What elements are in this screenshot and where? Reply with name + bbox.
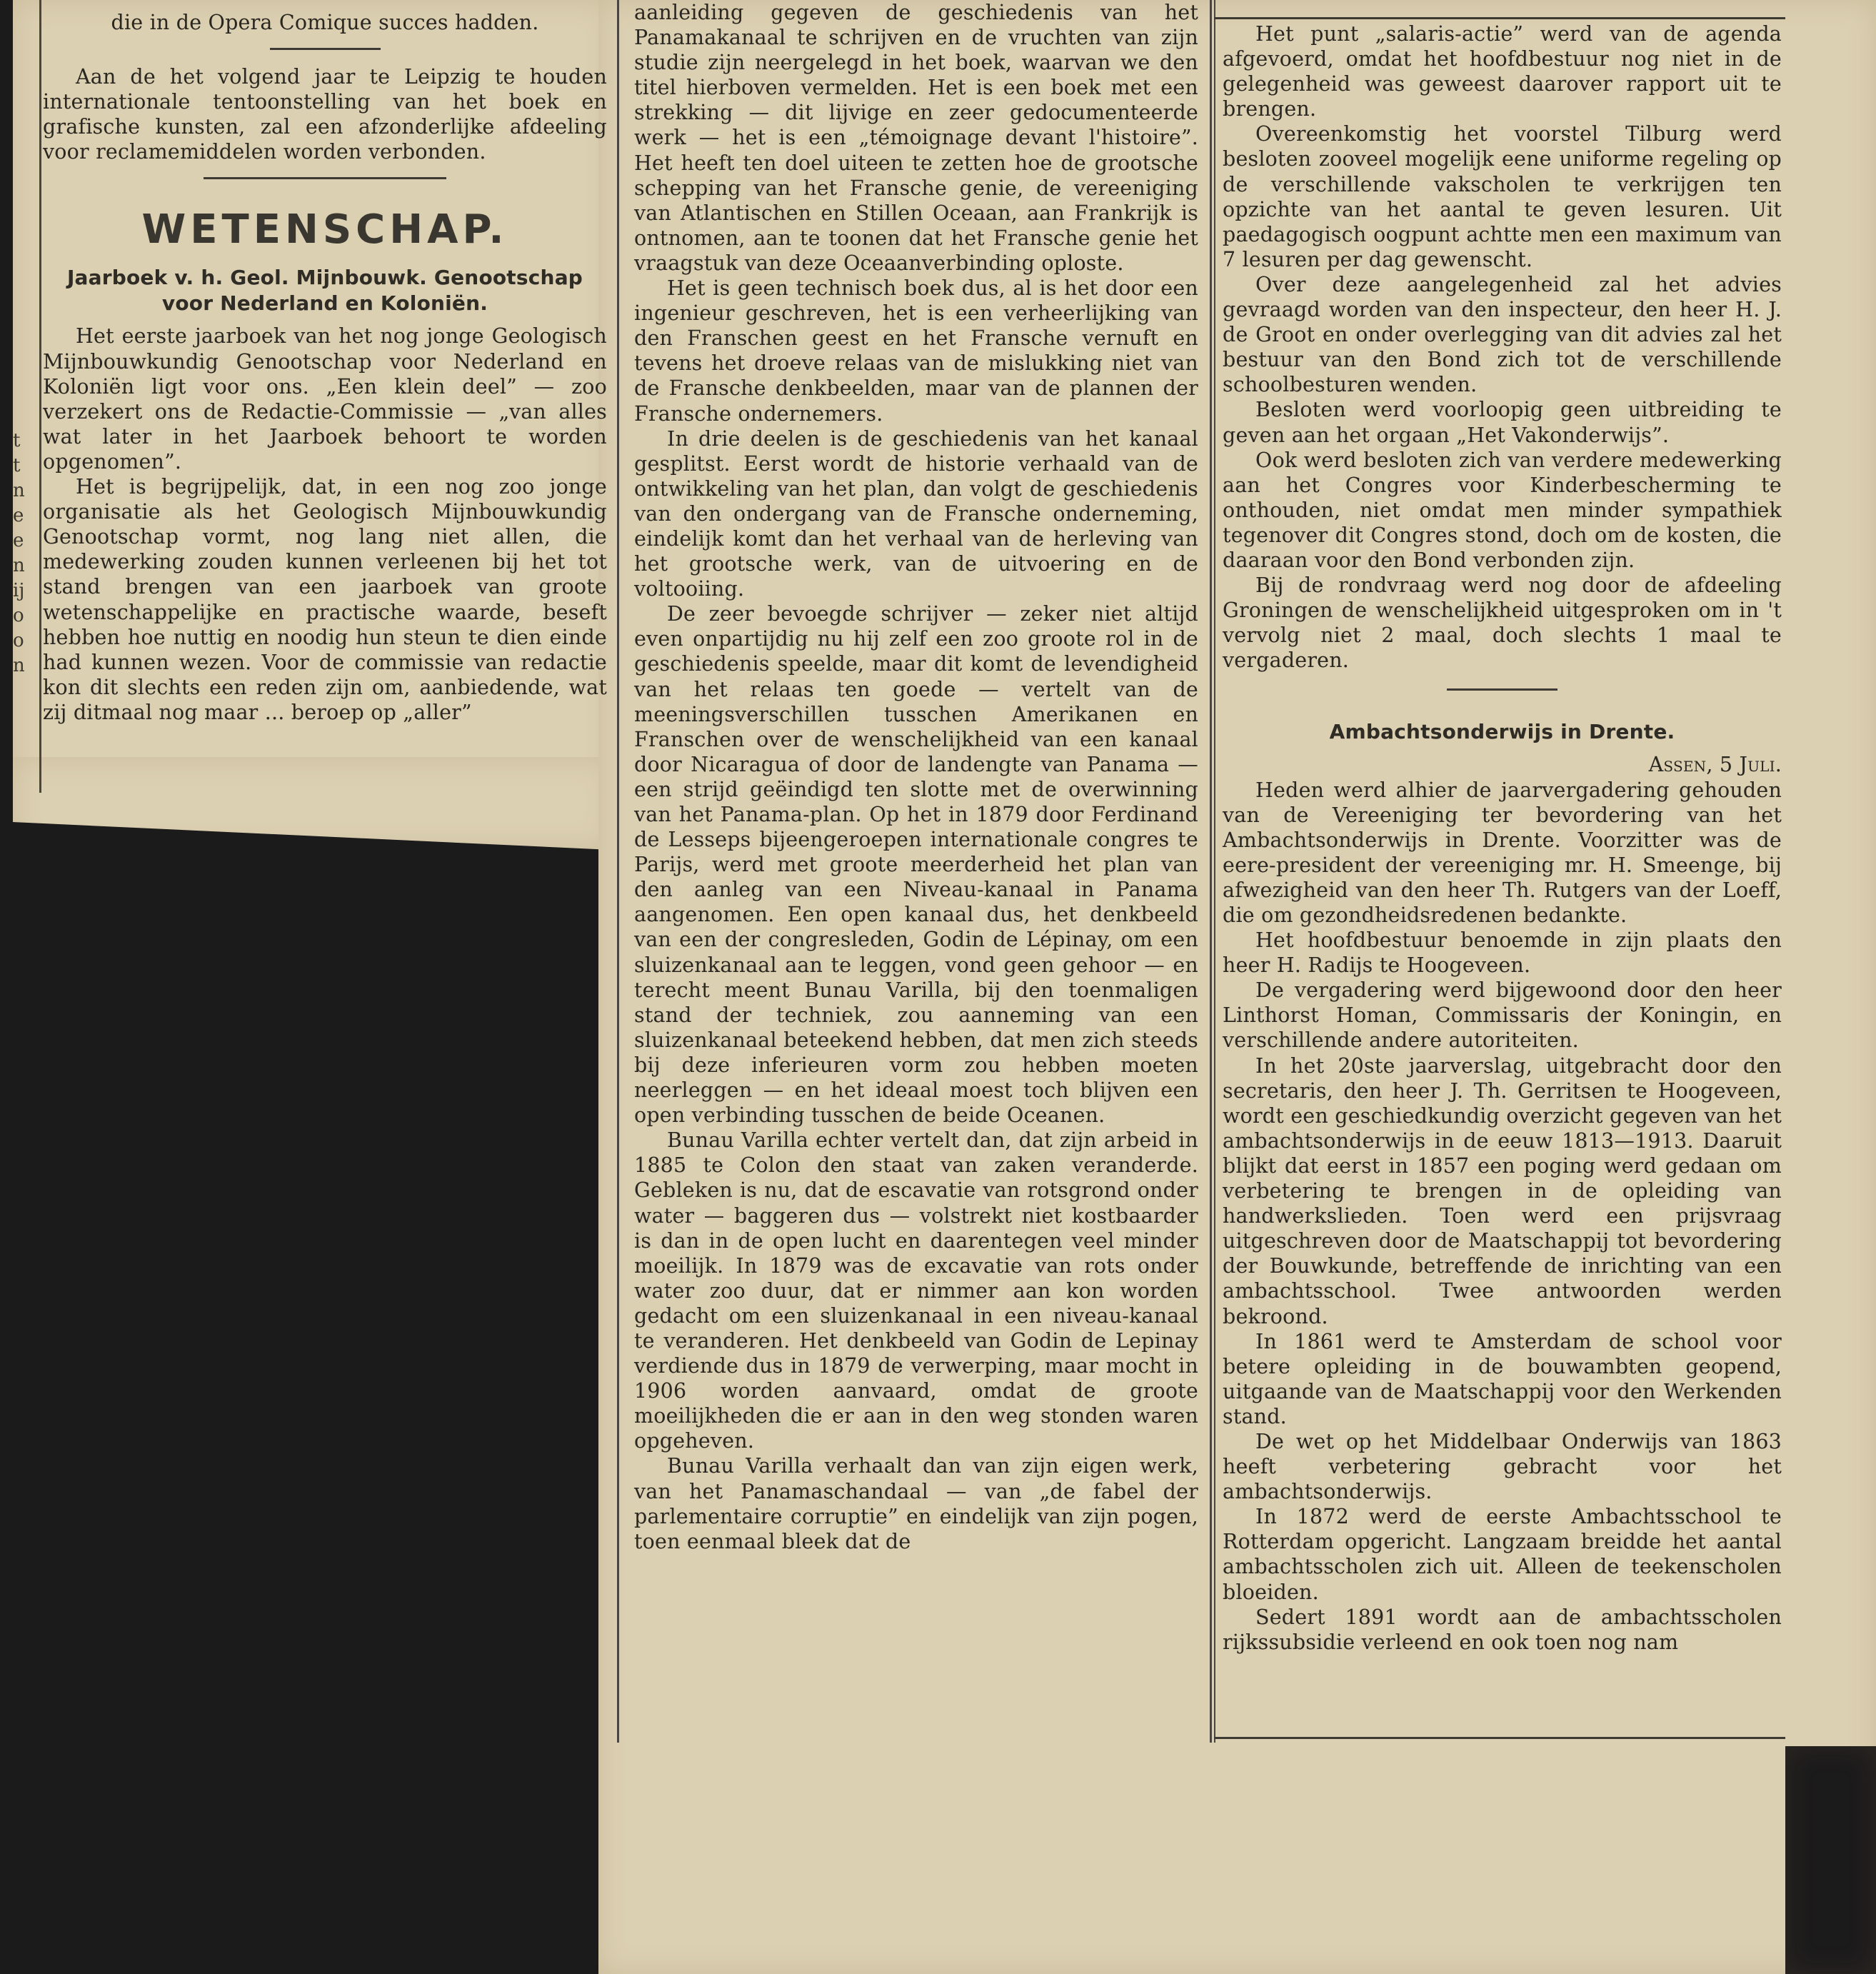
column-rule-3 <box>1210 0 1212 1743</box>
paragraph: Ook werd besloten zich van verdere medewerking aan het Congres voor Kinderbescherming te onthouden, niet omdat men minder sympathiek tegenover dit Congres stond, doch om de kosten, die daaraan voor den Bond verbonden zijn. <box>1223 448 1782 572</box>
bottom-border-rule <box>1214 1737 1785 1739</box>
paragraph: Bunau Varilla echter vertelt dan, dat zijn arbeid in 1885 te Colon den staat van zaken veranderde. Gebleken is nu, dat de escavatie van rotsgrond onder water — baggeren dus — volstrekt niet kostbaarder is dan in de open lucht en daarentegen veel minder moeilijk. In 1879 was de excavatie van rots onder water zoo duur, dat er nimmer aan kon worden gedacht om een sluizenkanaal in een niveau-kanaal te veranderen. Het denkbeeld van Godin de Lepinay verdiende dus in 1879 de verwerping, maar mocht in 1906 worden aanvaard, omdat de groote moeilijkheden die er aan in den weg stonden waren opgeheven. <box>634 1128 1198 1453</box>
paragraph: Bij de rondvraag werd nog door de afdeeling Groningen de wenschelijkheid uitgesproken om in 't vervolg niet 2 maal, doch slechts 1 maal te vergaderen. <box>1223 573 1782 673</box>
column-3 <box>1223 21 1782 1655</box>
paragraph: In 1861 werd te Amsterdam de school voor betere opleiding in de bouwambten geopend, uitgaande van de Maatschappij voor den Werkenden stand. <box>1223 1329 1782 1428</box>
article-heading: Jaarboek v. h. Geol. Mijnbouwk. Genootschap voor Nederland en Koloniën. <box>66 266 583 316</box>
column-1 <box>43 10 607 725</box>
paragraph: Het is begrijpelijk, dat, in een nog zoo jonge organisatie als het Geologisch Mijnbouwkundig Genootschap vormt, nog lang niet allen, die medewerking zouden kunnen verleenen bij het tot stand brengen van een jaarboek van groote wetenschappelijke en practische waarde, beseft hebben hoe nuttig en noodig hun steun te dien einde had kunnen wezen. Voor de commissie van redactie kon dit slechts een reden zijn om, aanbiedende, wat zij ditmaal nog maar ... beroep op „aller” <box>43 475 607 724</box>
left-margin-fragments: t t n e e n ij o o n <box>13 430 25 676</box>
section-title: WETENSCHAP. <box>141 206 508 254</box>
paragraph: Besloten werd voorloopig geen uitbreiding te geven aan het orgaan „Het Vakonderwijs”. <box>1223 398 1782 447</box>
paragraph: De wet op het Middelbaar Onderwijs van 1863 heeft verbetering gebracht voor het ambachtsonderwijs. <box>1223 1429 1782 1504</box>
divider <box>270 48 381 50</box>
paragraph: Sedert 1891 wordt aan de ambachtsscholen rijkssubsidie verleend en ook toen nog nam <box>1223 1605 1782 1654</box>
column-2 <box>634 0 1198 1554</box>
paragraph: Het eerste jaarboek van het nog jonge Geologisch Mijnbouwkundig Genootschap voor Nederland en Koloniën ligt voor ons. „Een klein deel” — zoo verzekert ons de Redactie-Commissie — „van alles wat later in het Jaarboek behoort te worden opgenomen”. <box>43 324 607 474</box>
paragraph: In het 20ste jaarverslag, uitgebracht door den secretaris, den heer J. Th. Gerritsen te Hoogeveen, wordt een geschiedkundig overzicht gegeven van het ambachtsonderwijs in de eeuw 1813—1913. Daaruit blijkt dat eerst in 1857 een poging werd gedaan om verbetering te brengen in de opleiding van handwerkslieden. Toen werd een prijsvraag uitgeschreven door de Maatschappij tot bevordering der Bouwkunde, betreffende de inrichting van een ambachtsschool. Twee antwoorden werden bekroond. <box>1223 1053 1782 1328</box>
column-rule-2 <box>617 0 619 1743</box>
paragraph: Het hoofdbestuur benoemde in zijn plaats den heer H. Radijs te Hoogeveen. <box>1223 928 1782 978</box>
paragraph: De vergadering werd bijgewoond door den heer Linthorst Homan, Commissaris der Koningin, en verschillende andere autoriteiten. <box>1223 978 1782 1053</box>
paragraph: In 1872 werd de eerste Ambachtsschool te Rotterdam opgericht. Langzaam breidde het aantal ambachtsscholen zich uit. Alleen de teekenscholen bloeiden. <box>1223 1505 1782 1604</box>
paragraph: De zeer bevoegde schrijver — zeker niet altijd even onpartijdig nu hij zelf een zoo groote rol in de geschiedenis speelde, maar dit komt de levendigheid van het relaas ten goede — vertelt van de meeningsverschillen tusschen Amerikanen en Franschen over de wenschelijkheid van een kanaal door Nicaragua of door de landengte van Panama — een strijd geëindigd ten slotte met de overwinning van het Panama-plan. Op het in 1879 door Ferdinand de Lesseps bijeengeroepen internationale congres te Parijs, werd met groote meerderheid het plan van den aanleg van een Niveau-kanaal in Panama aangenomen. Een open kanaal dus, het denkbeeld van een der congresleden, Godin de Lépinay, om een sluizenkanaal aan te leggen, vond geen gehoor — en terecht meent Bunau Varilla, bij den toenmaligen stand der techniek, zou aanneming van een sluizenkanaal beteekend hebben, dat men zich steeds bij deze inferieuren vorm zou hebben moeten neerleggen — en het ideaal moest toch blijven een open verbinding tusschen de beide Oceanen. <box>634 602 1198 1128</box>
paragraph: Het is geen technisch boek dus, al is het door een ingenieur geschreven, het is een verheerlijking van den Franschen geest en het Fransche vernuft en tevens het droeve relaas van de mislukking niet van de Fransche denkbeelden, maar van de plannen der Fransche ondernemers. <box>634 276 1198 426</box>
paragraph: Over deze aangelegenheid zal het advies gevraagd worden van den inspecteur, den heer H. J. de Groot en onder overlegging van dit advies zal het bestuur van den Bond zich tot de verschillende schoolbesturen wenden. <box>1223 272 1782 397</box>
divider-long <box>204 177 446 179</box>
paragraph: aanleiding gegeven de geschiedenis van het Panamakanaal te schrijven en de vruchten van zijn studie zijn neergelegd in het boek, waarvan we den titel hierboven vermelden. Het is een boek met een strekking — dit lijvige en zeer gedocumenteerde werk — het is een „témoignage devant l'histoire”. Het heeft ten doel uiteen te zetten hoe de grootsche schepping van het Fransche genie, de vereeniging van Atlantischen en Stillen Oceaan, aan Frankrijk is ontnomen, aan te toonen dat het Fransche genie het vraagstuk van deze Oceaanverbinding oploste. <box>634 1 1198 275</box>
dateline: Assen, 5 Juli. <box>1648 753 1782 777</box>
article-heading: Ambachtsonderwijs in Drente. <box>1329 720 1675 744</box>
column-rule-1 <box>39 0 41 793</box>
column-rule-4 <box>1214 0 1215 1743</box>
divider <box>1447 688 1558 691</box>
clipping-missing-corner <box>1785 1746 1876 1974</box>
paragraph: Het punt „salaris-actie” werd van de agenda afgevoerd, omdat het hoofdbestuur nog niet in de gelegenheid was geweest daarover rapport uit te brengen. <box>1223 22 1782 121</box>
top-fragment: die in de Opera Comique succes hadden. <box>111 11 539 34</box>
paragraph: Overeenkomstig het voorstel Tilburg werd besloten zooveel mogelijk eene uniforme regeling op de verschillende vakscholen te verkrijgen ten opzichte van het aantal te geven lesuren. Uit paedagogisch oogpunt achtte men een maximum van 7 lesuren per dag gewenscht. <box>1223 122 1782 271</box>
leipzig-notice: Aan de het volgend jaar te Leipzig te houden internationale tentoonstelling van het boek en grafische kunsten, zal een afzonderlijke afdeeling voor reclamemiddelen worden verbonden. <box>43 65 607 164</box>
paragraph: Bunau Varilla verhaalt dan van zijn eigen werk, van het Panamaschandaal — van „de fabel der parlementaire corruptie” en eindelijk van zijn pogen, toen eenmaal bleek dat de <box>634 1454 1198 1553</box>
paragraph: Heden werd alhier de jaarvergadering gehouden van de Vereeniging ter bevordering van het Ambachtsonderwijs in Drente. Voorzitter was de eere-president der vereeniging mr. H. Smeenge, bij afwezigheid van den heer Th. Rutgers van der Loeff, die om gezondheidsredenen bedankte. <box>1223 778 1782 927</box>
paragraph: In drie deelen is de geschiedenis van het kanaal gesplitst. Eerst wordt de historie verhaald van de ontwikkeling van het plan, dan volgt de geschiedenis van den ondergang van de Fransche onderneming, eindelijk komt dan het verhaal van de herleving van het grootsche werk, van de uitvoering en de voltooiing. <box>634 426 1198 601</box>
top-border-rule <box>1214 17 1785 19</box>
